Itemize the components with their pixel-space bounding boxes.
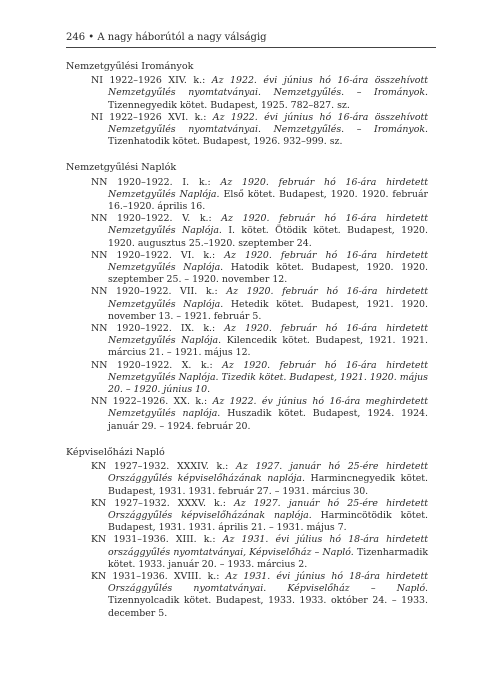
entry-code: NN 1920–1922. I. k.: <box>91 176 211 188</box>
bib-entry <box>66 461 428 498</box>
entry-code: NN 1920–1922. X. k.: <box>91 359 213 371</box>
entry-title: Az 1922. évi június hó 16-ára összehívott Nemzetgyűlés nyomtatványai. Nemzetgyűlés. – Irományok. <box>108 75 428 99</box>
bibliography-content <box>66 61 428 634</box>
entry-title: Az 1922. év június hó 16-ára meghirdetett Nemzetgyűlés naplója. <box>108 396 428 420</box>
entry-code: NN 1922–1926. XX. k.: <box>91 396 208 408</box>
entry-title: Az 1927. január hó 25-ére hirdetett Országgyűlés képviselőházának naplója. <box>108 497 428 521</box>
entry-details: Tizenhatodik kötet. Budapest, 1926. 932–999. sz. <box>108 136 343 148</box>
bib-entry <box>66 360 428 397</box>
header-rule <box>66 47 436 48</box>
entry-code: NI 1922–1926 XIV. k.: <box>91 75 206 87</box>
entry-code: NN 1920–1922. V. k.: <box>91 213 212 225</box>
running-header <box>66 31 438 44</box>
entry-code: KN 1927–1932. XXXIV. k.: <box>91 461 229 473</box>
bib-entry <box>66 213 428 250</box>
section-kepviselohazi-naplo <box>66 447 428 620</box>
entry-details: Tizennegyedik kötet. Budapest, 1925. 782–827. sz. <box>108 99 350 111</box>
entry-title: Az 1920. február hó 16-ára hirdetett Nemzetgyűlés Naplója. <box>108 249 428 274</box>
entry-details: Tizennyolcadik kötet. Budapest, 1933. 1933. október 24. – 1933. december 5. <box>108 595 428 619</box>
entry-title: Az 1920. február hó 16-ára hirdetett Nemzetgyűlés Naplója. <box>108 323 428 347</box>
bib-entry <box>66 75 428 112</box>
entry-code: NN 1920–1922. IX. k.: <box>91 323 216 335</box>
entry-details: Tizenharmadik kötet. 1933. január 20. – 1933. március 2. <box>108 546 428 570</box>
entry-title: Az 1920. február hó 16-ára hirdetett Nemzetgyűlés Naplója. <box>108 176 429 200</box>
entry-title: Az 1920. február hó 16-ára hirdetett Nemzetgyűlés Naplója. <box>108 213 428 237</box>
bib-entry <box>66 250 428 287</box>
entry-details: Huszadik kötet. Budapest, 1924. 1924. január 29. – 1924. február 20. <box>108 408 428 432</box>
entry-details: I. kötet. Ötödik kötet. Budapest, 1920. 1920. augusztus 25.–1920. szeptember 24. <box>108 225 429 249</box>
entry-title: Az 1920. február hó 16-ára hirdetett Nemzetgyűlés Naplója. Tizedik kötet. Budapest, 1921. 1920. május 20. – 1920. június 10. <box>108 359 428 396</box>
entry-title: Az 1927. január hó 25-ére hirdetett Országgyűlés képviselőházának naplója. <box>108 461 428 485</box>
bib-entry <box>66 112 428 149</box>
bib-entry <box>66 177 428 214</box>
entry-title: Az 1931. évi július hó 18-ára hirdetett országgyűlés nyomtatványai, Képviselőház – Napló. <box>108 534 429 558</box>
entry-title: Az 1920. február hó 16-ára hirdetett Nemzetgyűlés Naplója. <box>108 286 428 310</box>
entry-code: KN 1931–1936. XVIII. k.: <box>91 570 220 582</box>
bib-entry <box>66 396 428 433</box>
entry-details: Első kötet. Budapest, 1920. 1920. február 16.–1920. április 16. <box>108 188 429 213</box>
bib-entry <box>66 286 428 323</box>
entry-title: Az 1922. évi június hó 16-ára összehívott Nemzetgyűlés nyomtatványai. Nemzetgyűlés. – Irományok. <box>108 111 429 136</box>
entry-details: Harmincötödik kötet. Budapest, 1931. 1931. április 21. – 1931. május 7. <box>108 509 429 534</box>
section-nemzetgyulesi-iromanyok <box>66 61 428 148</box>
bib-entry <box>66 323 428 360</box>
entry-details: Hetedik kötet. Budapest, 1921. 1920. november 13. – 1921. február 5. <box>108 298 428 322</box>
section-title: Nemzetgyűlési Naplók <box>66 162 177 174</box>
page-number: 246 <box>66 32 86 43</box>
running-title: A nagy háborútól a nagy válságig <box>97 32 267 43</box>
section-nemzetgyulesi-naplok <box>66 162 428 432</box>
section-title: Képviselőházi Napló <box>66 446 165 458</box>
entry-details: Harmincnegyedik kötet. Budapest, 1931. 1931. február 27. – 1931. március 30. <box>108 473 429 497</box>
entry-code: NN 1920–1922. VI. k.: <box>91 249 216 261</box>
entry-code: KN 1931–1936. XIII. k.: <box>91 534 216 546</box>
entry-code: NI 1922–1926 XVI. k.: <box>91 111 207 123</box>
entry-code: NN 1920–1922. VII. k.: <box>91 286 218 298</box>
bib-entry <box>66 498 428 535</box>
bib-entry <box>66 571 428 620</box>
header-separator: • <box>88 32 95 43</box>
entry-details: Kilencedik kötet. Budapest, 1921. 1921. március 21. – 1921. május 12. <box>108 335 428 359</box>
entry-code: KN 1927–1932. XXXV. k.: <box>91 497 226 509</box>
bib-entry <box>66 534 428 571</box>
entry-title: Az 1931. évi június hó 18-ára hirdetett Országgyűlés nyomtatványai. Képviselőház – Napló. <box>108 570 428 595</box>
entry-details: Hatodik kötet. Budapest, 1920. 1920. szeptember 25. – 1920. november 12. <box>108 262 429 286</box>
section-title: Nemzetgyűlési Irományok <box>66 61 194 72</box>
